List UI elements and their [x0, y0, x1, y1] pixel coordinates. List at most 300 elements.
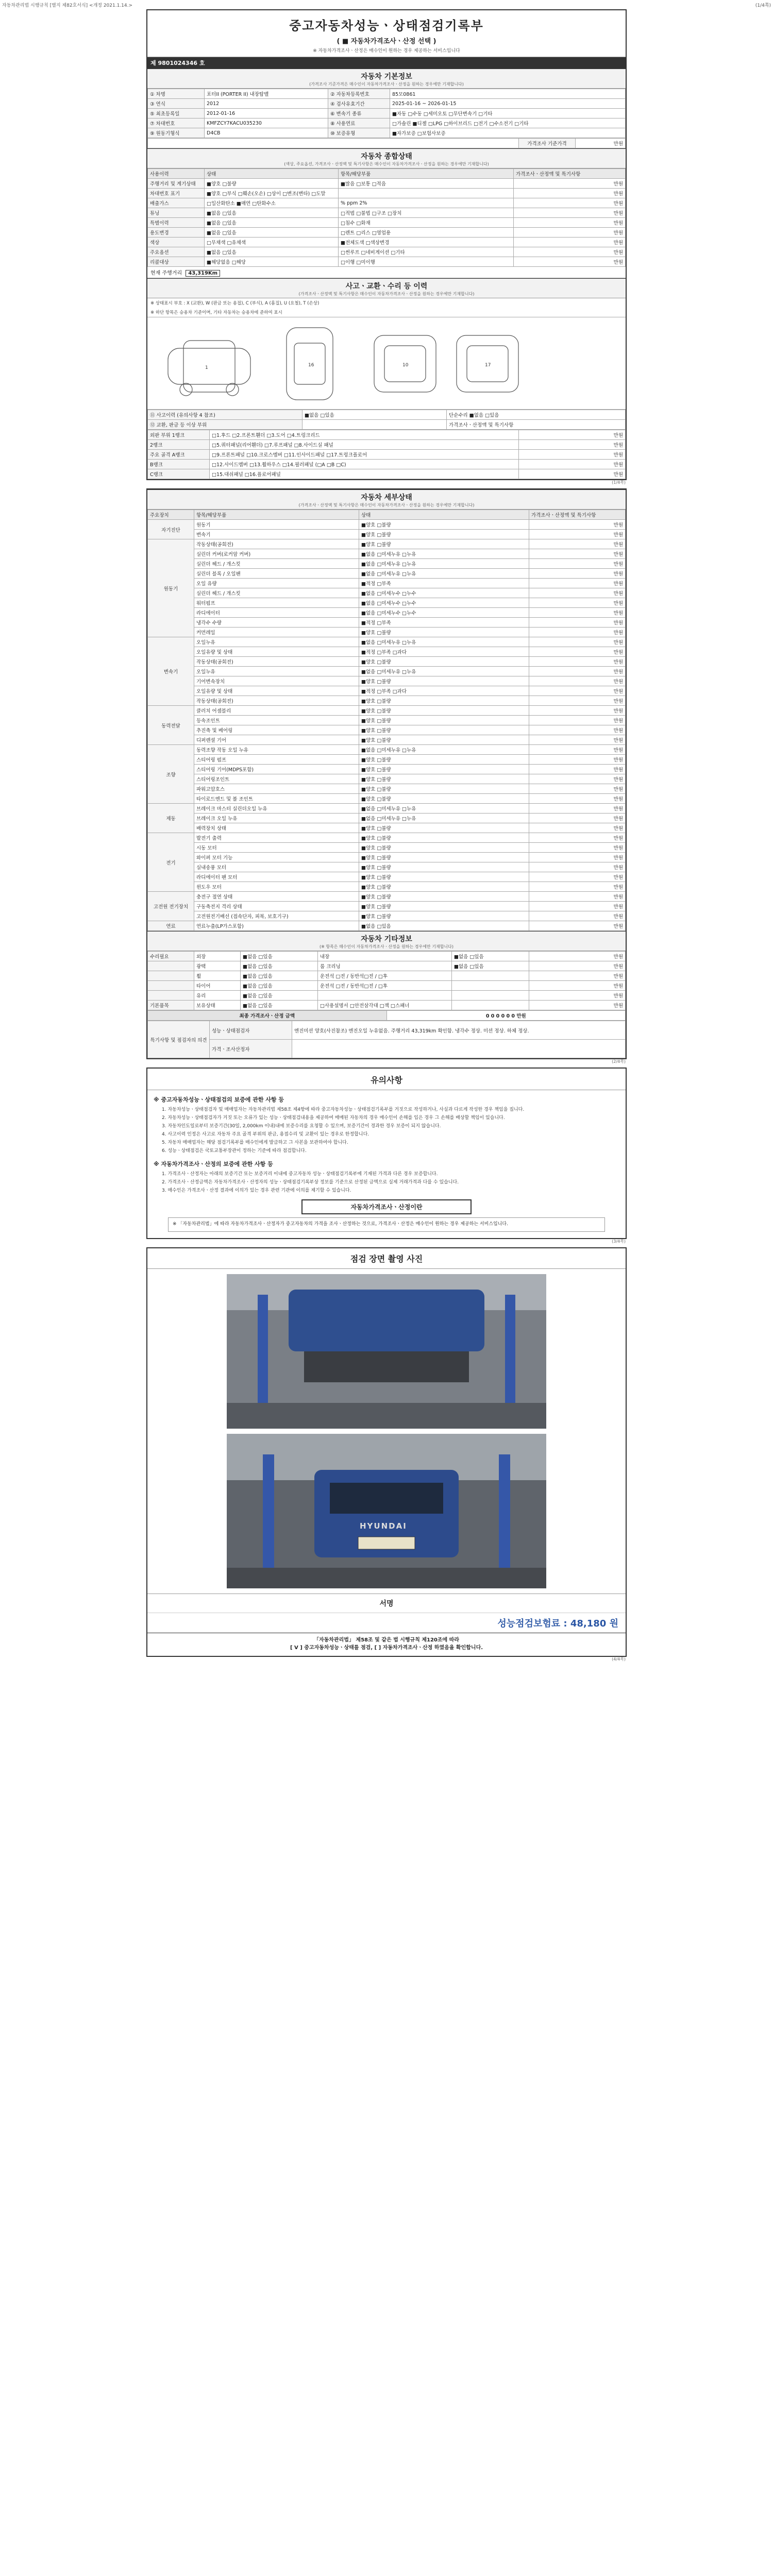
summary-cell: ■많음 □보통 □적음 — [339, 179, 514, 189]
summary-row — [148, 208, 626, 218]
detail-state: ■양호 □불량 — [359, 774, 529, 784]
accident-history-cell: 가격조사ㆍ산정액 및 특기사항 — [447, 420, 626, 430]
detail-row — [148, 725, 626, 735]
summary-cell: % ppm 2% — [339, 198, 514, 208]
summary-cell: 주요옵션 — [148, 247, 205, 257]
summary-row — [148, 189, 626, 198]
etc-cell: ■없음 □있음 — [241, 1001, 318, 1010]
detail-group-name: 전기 — [148, 833, 194, 892]
summary-row — [148, 218, 626, 228]
detail-price: 만원 — [529, 755, 626, 765]
document-title: 중고자동차성능ㆍ상태점검기록부 — [289, 19, 484, 33]
detail-item: 커먼레일 — [194, 628, 359, 637]
svg-text:10: 10 — [402, 363, 409, 368]
etc-cell: 수리필요 — [148, 952, 194, 961]
title-block — [147, 10, 626, 57]
notice-item: 2. 가격조사ㆍ산정금액은 자동차가격조사ㆍ산정자의 성능ㆍ상태점검기록부상 정보를 기준으로 산정된 금액으로 실제 거래가격과 다를 수 있습니다. — [162, 1180, 459, 1185]
etc-cell: ■없음 □있음 — [452, 961, 529, 971]
detail-item: 파워고압호스 — [194, 784, 359, 794]
sheet-3 — [146, 1067, 627, 1239]
detail-group-name: 변속기 — [148, 637, 194, 706]
section-basic-header — [147, 69, 626, 89]
detail-price: 만원 — [529, 833, 626, 843]
detail-state: ■적정 □부족 □과다 — [359, 647, 529, 657]
etc-cell: 룸 크리닝 — [318, 961, 452, 971]
detail-item: 실린더 커버(로커암 커버) — [194, 549, 359, 559]
detail-item: 냉각수 수량 — [194, 618, 359, 628]
etc-cell — [452, 1001, 529, 1010]
detail-state: ■없음 □미세누유 □누유 — [359, 745, 529, 755]
detail-row — [148, 814, 626, 823]
detail-item: 오일누유 — [194, 667, 359, 676]
doc-number-prefix: 제 — [150, 60, 156, 66]
detail-col-state: 상태 — [359, 510, 529, 520]
etc-cell — [452, 991, 529, 1001]
detail-price: 만원 — [529, 902, 626, 911]
detail-state: ■양호 □불량 — [359, 716, 529, 725]
basic-label: ③ 연식 — [148, 99, 205, 109]
notice-item: 2. 자동차성능ㆍ상태점검자가 거짓 또는 오류가 있는 성능ㆍ상태점검내용을 제공하여 매매된 자동차의 경우 매수인이 손해를 입은 경우 그 손해를 배상할 책임이 있습니다. — [162, 1115, 505, 1121]
detail-state: ■없음 □미세누유 □누유 — [359, 549, 529, 559]
accident-legend-2: ※ 하단 항목은 승용차 기준이며, 기타 자동차는 승용차에 준하여 표시 — [150, 310, 282, 315]
footer-line-1: 「자동차관리법」 제58조 및 같은 법 시행규칙 제120조에 따라 — [313, 1637, 460, 1643]
etc-row — [148, 1001, 626, 1010]
detail-state: ■없음 □미세누수 □누수 — [359, 608, 529, 618]
document-note: ※ 자동차가격조사ㆍ산정은 매수인이 원하는 경우 제공하는 서비스입니다 — [313, 48, 460, 54]
summary-cell: 주행거리 및 계기상태 — [148, 179, 205, 189]
mileage-label: 현재 주행거리 — [150, 270, 182, 276]
svg-text:1: 1 — [205, 365, 208, 370]
detail-group-name: 동력전달 — [148, 706, 194, 745]
svg-text:17: 17 — [485, 363, 491, 368]
detail-group-name: 원동기 — [148, 539, 194, 637]
inspection-photo-top — [227, 1274, 546, 1429]
detail-item: 스티어링 펌프 — [194, 755, 359, 765]
detail-state: ■없음 □미세누유 □누유 — [359, 559, 529, 569]
photo-truck-underside — [227, 1274, 546, 1429]
section-basic-title: 자동차 기본정보 — [361, 73, 412, 81]
detail-row — [148, 892, 626, 902]
etc-cell: ■없음 □있음 — [241, 961, 318, 971]
accident-history-cell: ⑫ 교환, 판금 등 이상 부위 — [148, 420, 303, 430]
accident-rank-value: 만원 — [519, 469, 626, 479]
summary-cell: 배출가스 — [148, 198, 205, 208]
section-summary-note: (색상, 주요옵션, 가격조사ㆍ산정액 및 특기사항은 매수인이 자동차가격조사ㆍ산정을 원하는 경우에만 기재합니다) — [284, 162, 489, 166]
detail-item: 원동기 — [194, 520, 359, 530]
detail-row — [148, 696, 626, 706]
detail-item: 기어변속장치 — [194, 676, 359, 686]
detail-state: ■양호 □불량 — [359, 520, 529, 530]
section-detail-header — [147, 489, 626, 510]
summary-cell: 만원 — [514, 228, 626, 238]
etc-cell: ■없음 □있음 — [241, 981, 318, 991]
detail-group-name: 조향 — [148, 745, 194, 804]
basic-value: 85모0861 — [390, 89, 626, 99]
detail-price: 만원 — [529, 588, 626, 598]
detail-state: ■적정 □부족 □과다 — [359, 686, 529, 696]
summary-cell: ■없음 □있음 — [205, 247, 339, 257]
detail-price: 만원 — [529, 862, 626, 872]
basic-value: KMFZCY7KACU035230 — [205, 118, 328, 128]
detail-state: ■양호 □불량 — [359, 706, 529, 716]
inspection-photo-bottom — [227, 1434, 546, 1588]
insurance-fee-value: 48,180 원 — [570, 1618, 618, 1629]
summary-cell: 특별이력 — [148, 218, 205, 228]
basic-row — [148, 118, 626, 128]
detail-price: 만원 — [529, 745, 626, 755]
summary-cell: 용도변경 — [148, 228, 205, 238]
section-etc-header — [147, 931, 626, 951]
detail-price: 만원 — [529, 657, 626, 667]
summary-cell: 만원 — [514, 218, 626, 228]
detail-state: ■양호 □불량 — [359, 530, 529, 539]
special-title: 특기사항 및 점검자의 의견 — [148, 1021, 210, 1058]
detail-item: 변속기 — [194, 530, 359, 539]
detail-state: ■양호 □불량 — [359, 765, 529, 774]
accident-rank-parts: □1.후드 □2.프론트휀더 □3.도어 □4.트렁크리드 — [210, 430, 519, 440]
section-basic-note: (가격조사 기준가격은 매수인이 자동차가격조사ㆍ산정을 원하는 경우에만 기재합니다) — [309, 82, 464, 87]
etc-cell: ■없음 □있음 — [241, 971, 318, 981]
basic-label: ⑧ 사용연료 — [328, 118, 390, 128]
section-detail-title: 자동차 세부상태 — [361, 494, 412, 502]
detail-item: 윈도우 모터 — [194, 882, 359, 892]
detail-item: 브레이크 오일 누유 — [194, 814, 359, 823]
basic-row — [148, 89, 626, 99]
detail-row — [148, 765, 626, 774]
basic-label: ② 자동차등록번호 — [328, 89, 390, 99]
summary-cell: 만원 — [514, 189, 626, 198]
etc-cell — [452, 971, 529, 981]
etc-row — [148, 991, 626, 1001]
basic-label: ⑩ 보증유형 — [328, 128, 390, 138]
detail-item: 오일유량 및 상태 — [194, 647, 359, 657]
summary-cell: 만원 — [514, 198, 626, 208]
accident-history-cell — [303, 420, 447, 430]
detail-row — [148, 667, 626, 676]
etc-cell — [148, 971, 194, 981]
detail-group-name: 고전원 전기장치 — [148, 892, 194, 921]
detail-state: ■양호 □불량 — [359, 872, 529, 882]
detail-group-name: 제동 — [148, 804, 194, 833]
etc-cell: 광택 — [194, 961, 241, 971]
summary-row — [148, 257, 626, 267]
detail-row — [148, 559, 626, 569]
notice-list-1 — [162, 1107, 616, 1155]
footer-line-2: [ V ] 중고자동차성능ㆍ상태를 점검, [ ] 자동차가격조사ㆍ산정 하였음을 확인합니다. — [290, 1645, 483, 1651]
etc-cell — [452, 981, 529, 991]
detail-state: ■양호 □불량 — [359, 794, 529, 804]
summary-cell: ■해당없음 □해당 — [205, 257, 339, 267]
detail-col-price: 가격조사ㆍ산정액 및 특기사항 — [529, 510, 626, 520]
price-base-label: 가격조사 기준가격 — [519, 139, 576, 148]
insurance-fee — [147, 1613, 626, 1633]
detail-state: ■없음 □미세누유 □누유 — [359, 569, 529, 579]
form-law-reference: 자동차관리법 시행규칙 [별지 제82호서식] <개정 2021.1.14.> — [2, 3, 133, 8]
detail-item: 연료누출(LP가스포함) — [194, 921, 359, 931]
accident-history-cell: 단순수리 ■없음 □있음 — [447, 410, 626, 420]
summary-col-history: 사용이력 — [148, 169, 205, 179]
detail-row — [148, 872, 626, 882]
detail-row — [148, 745, 626, 755]
detail-row — [148, 588, 626, 598]
detail-group-name: 연료 — [148, 921, 194, 931]
accident-history-table — [147, 410, 626, 430]
summary-cell: ■없음 □있음 — [205, 218, 339, 228]
basic-label: ⑤ 최초등록일 — [148, 109, 205, 118]
detail-item: 라디에이터 팬 모터 — [194, 872, 359, 882]
summary-col-item: 항목/해당부품 — [339, 169, 514, 179]
etc-row — [148, 971, 626, 981]
detail-table — [147, 510, 626, 931]
detail-item: 클러치 어셈블리 — [194, 706, 359, 716]
summary-cell: ■양호 □불량 — [205, 179, 339, 189]
detail-price: 만원 — [529, 559, 626, 569]
accident-rank-parts: □9.프론트패널 □10.크로스멤버 □11.인사이드패널 □17.트렁크플로어 — [210, 450, 519, 460]
special-text — [292, 1040, 626, 1058]
detail-price: 만원 — [529, 628, 626, 637]
etc-cell: 만원 — [529, 981, 626, 991]
detail-row — [148, 628, 626, 637]
summary-cell: 만원 — [514, 179, 626, 189]
etc-row — [148, 961, 626, 971]
etc-cell: 만원 — [529, 971, 626, 981]
price-base-value: 만원 — [576, 139, 626, 148]
final-price-table — [147, 1010, 626, 1021]
accident-history-cell: ⑪ 사고이력 (유의사항 4 참조) — [148, 410, 303, 420]
detail-row — [148, 911, 626, 921]
notice-item: 1. 자동차성능ㆍ상태점검자 및 매매업자는 자동차관리법 제58조 제4항에 따라 중고자동차성능ㆍ상태점검기록부를 거짓으로 작성하거나, 사실과 다르게 작성한 경우 책임을 집니다. — [162, 1107, 525, 1112]
detail-price: 만원 — [529, 549, 626, 559]
summary-cell — [339, 189, 514, 198]
accident-rank-name: 외판 부위 1랭크 — [148, 430, 210, 440]
etc-cell: ■없음 □있음 — [241, 952, 318, 961]
detail-price: 만원 — [529, 598, 626, 608]
detail-state: ■없음 □미세누수 □누수 — [359, 598, 529, 608]
sheet-2 — [146, 488, 627, 1059]
detail-row — [148, 530, 626, 539]
basic-row — [148, 109, 626, 118]
detail-price: 만원 — [529, 823, 626, 833]
etc-cell: □사용설명서 □안전삼각대 □잭 □스패너 — [318, 1001, 452, 1010]
detail-state: ■없음 □미세누유 □누유 — [359, 667, 529, 676]
accident-rank-name: B랭크 — [148, 460, 210, 469]
special-row — [148, 1040, 626, 1058]
special-row — [148, 1021, 626, 1040]
detail-price: 만원 — [529, 579, 626, 588]
summary-row — [148, 247, 626, 257]
accident-rank-parts: □5.쿼터패널(리어휀더) □7.루프패널 □8.사이드실 패널 — [210, 440, 519, 450]
detail-item: 워터펌프 — [194, 598, 359, 608]
detail-row — [148, 843, 626, 853]
detail-item: 타이로드엔드 및 볼 조인트 — [194, 794, 359, 804]
detail-state: ■양호 □불량 — [359, 902, 529, 911]
detail-item: 브레이크 마스터 실린더오일 누유 — [194, 804, 359, 814]
page-number-3: (3/4쪽) — [612, 1239, 626, 1244]
notice-subtitle-1: ※ 중고자동차성능ㆍ상태점검의 보증에 관한 사항 등 — [154, 1096, 284, 1103]
notice-item: 5. 자동차 매매업자는 해당 점검기록부를 매수인에게 발급하고 그 사본을 보관하여야 합니다. — [162, 1140, 348, 1146]
notice-item: 3. 자동차인도일로부터 보증기간(30일, 2,000km 이내)내에 보증수리를 요청할 수 있으며, 보증기간이 경과한 경우 보증이 되지 않습니다. — [162, 1124, 441, 1129]
etc-cell: 휠 — [194, 971, 241, 981]
detail-price: 만원 — [529, 647, 626, 657]
detail-item: 구동축전지 격리 상태 — [194, 902, 359, 911]
summary-cell: □렌트 □리스 □영업용 — [339, 228, 514, 238]
notice-list-2 — [162, 1171, 616, 1194]
notice-item: 3. 매수인은 가격조사ㆍ산정 결과에 이의가 있는 경우 관련 기관에 이의를 제기할 수 있습니다. — [162, 1188, 351, 1194]
summary-cell: □썬루프 □네비게이션 □기타 — [339, 247, 514, 257]
section-accident-note: (가격조사ㆍ산정액 및 특기사항은 매수인이 자동차가격조사ㆍ산정을 원하는 경우에만 기재합니다) — [298, 292, 475, 296]
detail-state: ■양호 □불량 — [359, 823, 529, 833]
detail-item: 추진축 및 베어링 — [194, 725, 359, 735]
special-text: 엔진미션 양호(사진참조) 엔진오일 누유없음. 주행거리 43,319km 확인함. 냉각수 정상. 미션 정상. 하체 정상. — [292, 1021, 626, 1040]
detail-price: 만원 — [529, 706, 626, 716]
accident-history-cell: ■없음 □있음 — [303, 410, 447, 420]
section-accident-header — [147, 278, 626, 298]
detail-item: 시동 모터 — [194, 843, 359, 853]
detail-state: ■양호 □불량 — [359, 735, 529, 745]
detail-price: 만원 — [529, 569, 626, 579]
detail-col-item: 항목/해당부품 — [194, 510, 359, 520]
basic-label: ④ 검사유효기간 — [328, 99, 390, 109]
accident-rank-row — [148, 469, 626, 479]
signature-label: 서명 — [147, 1594, 626, 1613]
detail-item: 실린더 헤드 / 개스킷 — [194, 559, 359, 569]
detail-item: 작동상태(공회전) — [194, 657, 359, 667]
detail-group-name: 자기진단 — [148, 520, 194, 539]
detail-item: 등속조인트 — [194, 716, 359, 725]
detail-price: 만원 — [529, 853, 626, 862]
detail-state: ■양호 □불량 — [359, 784, 529, 794]
detail-row — [148, 735, 626, 745]
detail-price: 만원 — [529, 765, 626, 774]
detail-item: 라디에이터 — [194, 608, 359, 618]
accident-rank-value: 만원 — [519, 430, 626, 440]
detail-state: ■없음 □미세누유 □누유 — [359, 804, 529, 814]
detail-state: ■적정 □부족 — [359, 579, 529, 588]
summary-cell: ■양호 □부식 □훼손(오손) □상이 □변조(변타) □도말 — [205, 189, 339, 198]
accident-rank-name: 주요 골격 A랭크 — [148, 450, 210, 460]
detail-price: 만원 — [529, 735, 626, 745]
detail-state: ■양호 □불량 — [359, 676, 529, 686]
section-etc-title: 자동차 기타정보 — [361, 935, 412, 943]
detail-item: 발전기 출력 — [194, 833, 359, 843]
summary-row — [148, 198, 626, 208]
form-page-indicator: (1/4쪽) — [755, 3, 771, 8]
final-price-value: 0 0 0 0 0 0 만원 — [386, 1011, 626, 1021]
detail-row — [148, 804, 626, 814]
detail-item: 작동상태(공회전) — [194, 696, 359, 706]
certification-footer — [147, 1633, 626, 1656]
special-notes-table — [147, 1021, 626, 1058]
summary-table — [147, 168, 626, 267]
basic-row — [148, 128, 626, 138]
etc-cell: 기본품목 — [148, 1001, 194, 1010]
detail-row — [148, 598, 626, 608]
page-number-4: (4/4쪽) — [612, 1656, 626, 1662]
detail-state: ■없음 □미세누유 □누유 — [359, 637, 529, 647]
detail-price: 만원 — [529, 814, 626, 823]
etc-row — [148, 952, 626, 961]
accident-rank-name: C랭크 — [148, 469, 210, 479]
summary-cell: □무채색 □유채색 — [205, 238, 339, 247]
accident-rank-row — [148, 440, 626, 450]
section-accident-title: 사고ㆍ교환ㆍ수리 등 이력 — [345, 282, 428, 291]
accident-rank-parts: □15.대쉬패널 □16.플로어패널 — [210, 469, 519, 479]
detail-row — [148, 579, 626, 588]
etc-cell — [318, 991, 452, 1001]
summary-cell: 차대번호 표기 — [148, 189, 205, 198]
detail-price: 만원 — [529, 686, 626, 696]
detail-row — [148, 833, 626, 843]
basic-value: ■자동 □수동 □세미오토 □무단변속기 □기타 — [390, 109, 626, 118]
reason-title: 자동차가격조사ㆍ산정이란 — [301, 1199, 472, 1214]
detail-row — [148, 618, 626, 628]
doc-number: 9801024346 — [158, 60, 198, 66]
summary-cell: ■없음 □있음 — [205, 208, 339, 218]
mileage-value: 43,319Km — [186, 270, 220, 277]
detail-row — [148, 921, 626, 931]
summary-cell: 만원 — [514, 247, 626, 257]
notice-item: 4. 사고이력 인정은 사고로 자동차 주요 골격 부위의 판금, 용접수리 및 교환이 있는 경우로 한정합니다. — [162, 1132, 369, 1138]
etc-cell: 운전석 □전 / 동반석□전 / □후 — [318, 981, 452, 991]
detail-price: 만원 — [529, 618, 626, 628]
accident-rank-row — [148, 460, 626, 469]
etc-cell: 운전석 □전 / 동반석□전 / □후 — [318, 971, 452, 981]
detail-row — [148, 774, 626, 784]
summary-col-price: 가격조사ㆍ산정액 및 특기사항 — [514, 169, 626, 179]
detail-price: 만원 — [529, 539, 626, 549]
section-detail-note: (가격조사ㆍ산정액 및 특기사항은 매수인이 자동차가격조사ㆍ산정을 원하는 경우에만 기재합니다) — [298, 503, 475, 507]
form-topbar — [0, 0, 773, 9]
detail-price: 만원 — [529, 637, 626, 647]
detail-price: 만원 — [529, 696, 626, 706]
special-role: 가격ㆍ조사산정자 — [210, 1040, 292, 1058]
detail-price: 만원 — [529, 872, 626, 882]
accident-legend: ※ 상태표시 부호 : X (교환), W (판금 또는 용접), C (부식), A (흠집), U (요철), T (손상) — [150, 301, 320, 306]
basic-value: 2012-01-16 — [205, 109, 328, 118]
basic-value: □가솔린 ■디젤 □LPG □하이브리드 □전기 □수소전기 □기타 — [390, 118, 626, 128]
accident-rank-name: 2랭크 — [148, 440, 210, 450]
summary-row — [148, 179, 626, 189]
basic-info-table — [147, 89, 626, 138]
detail-price: 만원 — [529, 774, 626, 784]
etc-cell: 만원 — [529, 952, 626, 961]
etc-cell: 외장 — [194, 952, 241, 961]
detail-item: 고전원전기배선 (접속단자, 피복, 보호기구) — [194, 911, 359, 921]
notice-subtitle-2: ※ 자동차가격조사ㆍ산정의 보증에 관한 사항 등 — [154, 1161, 273, 1168]
detail-item: 배력장치 상태 — [194, 823, 359, 833]
mileage-line — [147, 267, 626, 278]
detail-state: ■없음 □미세누수 □누수 — [359, 588, 529, 598]
reason-text: ※ 「자동차관리법」에 따라 자동차가격조사ㆍ산정자가 중고자동차의 가격을 조사ㆍ산정하는 것으로, 가격조사ㆍ산정은 매수인이 원하는 경우 제공하는 서비스입니다. — [168, 1217, 605, 1232]
detail-state: ■양호 □불량 — [359, 882, 529, 892]
detail-item: 오일누유 — [194, 637, 359, 647]
svg-text:16: 16 — [308, 363, 314, 368]
detail-item: 실린더 헤드 / 개스킷 — [194, 588, 359, 598]
detail-row — [148, 862, 626, 872]
etc-cell: 내장 — [318, 952, 452, 961]
detail-state: ■양호 □불량 — [359, 892, 529, 902]
detail-state: ■양호 □불량 — [359, 657, 529, 667]
page-number-2: (2/4쪽) — [612, 1059, 626, 1064]
etc-cell: ■없음 □있음 — [241, 991, 318, 1001]
detail-price: 만원 — [529, 892, 626, 902]
document-subtitle: ( ■ 자동차가격조사ㆍ산정 선택 ) — [337, 38, 436, 45]
detail-price: 만원 — [529, 716, 626, 725]
detail-state: ■양호 □불량 — [359, 725, 529, 735]
detail-state: ■양호 □불량 — [359, 833, 529, 843]
detail-row — [148, 637, 626, 647]
notice-item: 6. 성능ㆍ상태점검은 국토교통부장관이 정하는 기준에 따라 점검합니다. — [162, 1148, 307, 1154]
